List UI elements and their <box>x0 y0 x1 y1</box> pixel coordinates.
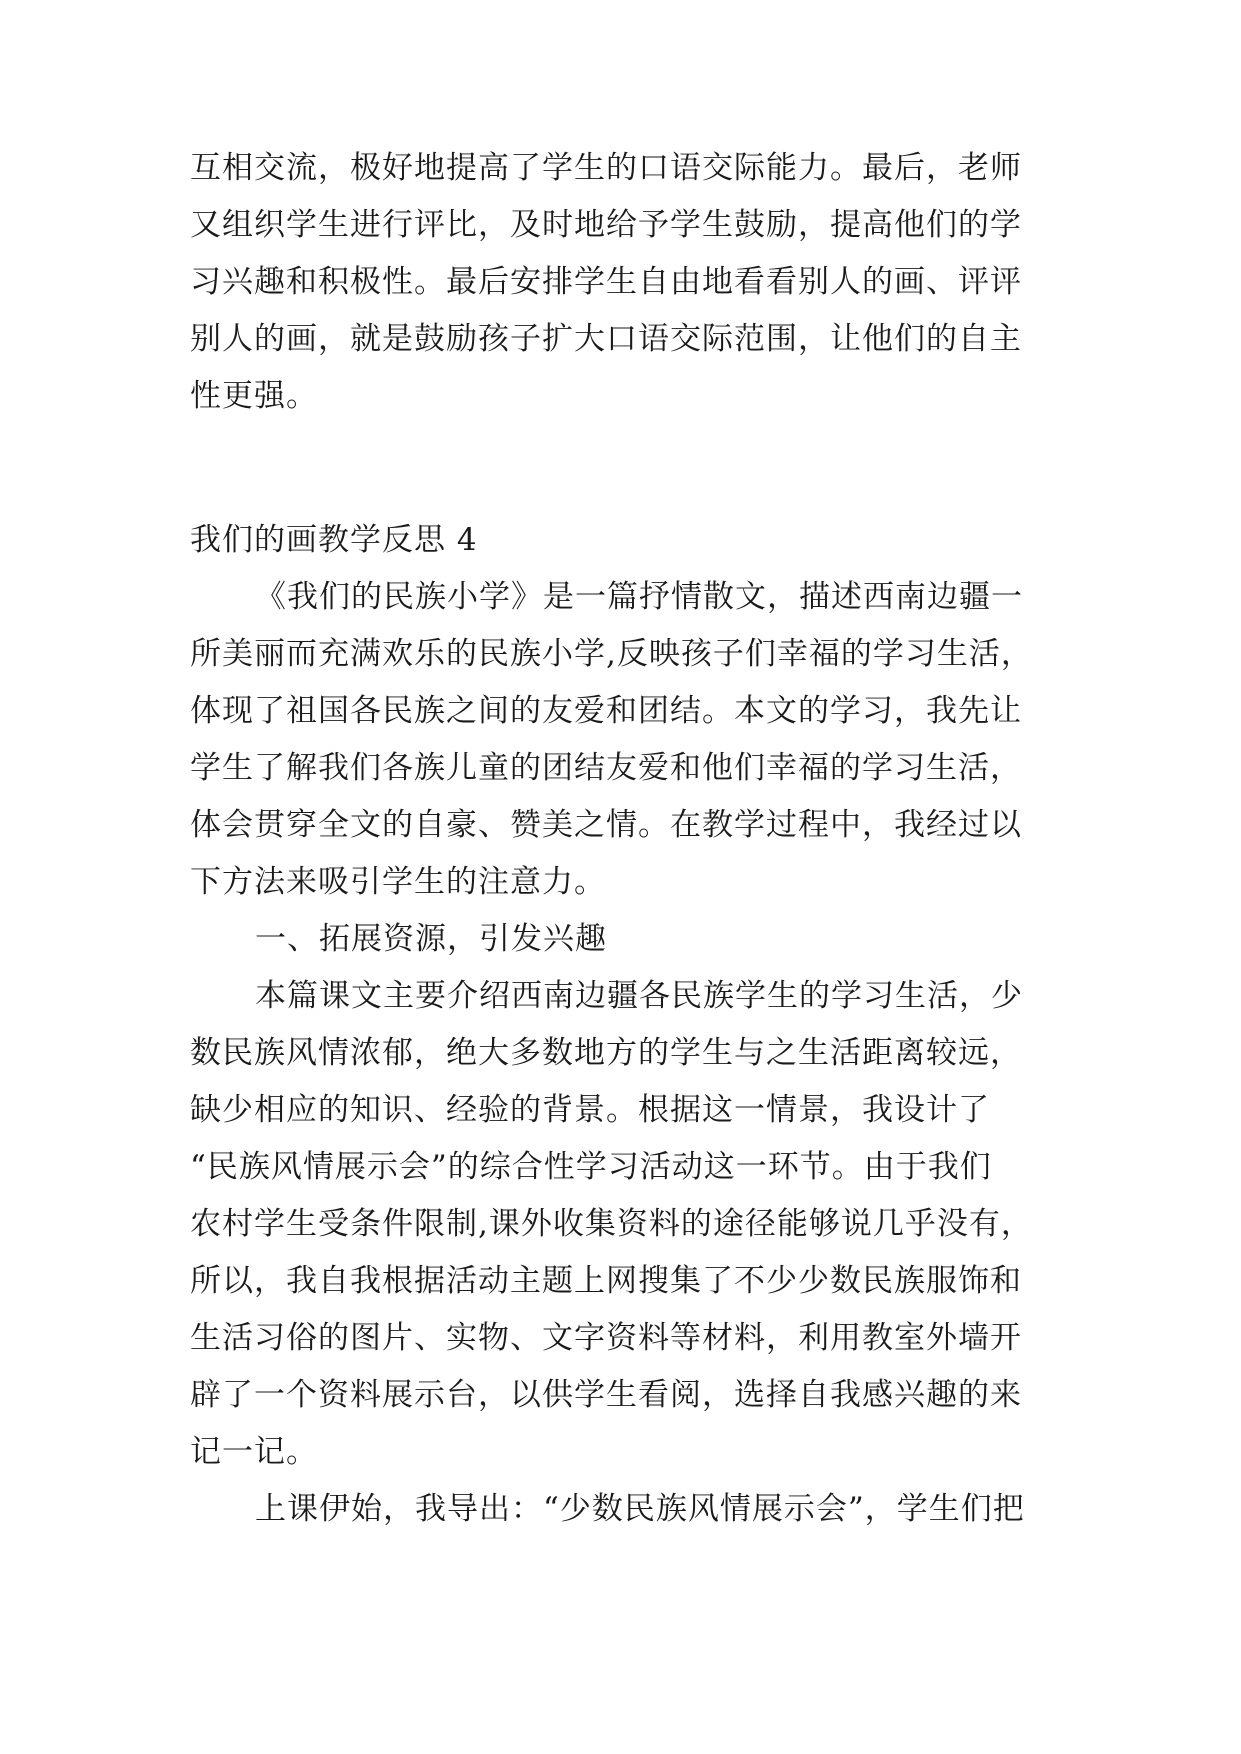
paragraph-line: 缺少相应的知识、经验的背景。根据这一情景，我设计了 <box>190 1092 990 1128</box>
section-heading: 我们的画教学反思 4 <box>190 522 478 558</box>
paragraph-line: 别人的画，就是鼓励孩子扩大口语交际范围，让他们的自主 <box>190 321 1022 357</box>
paragraph-line: 农村学生受条件限制,课外收集资料的途径能够说几乎没有， <box>190 1206 1033 1242</box>
paragraph-line: 习兴趣和积极性。最后安排学生自由地看看别人的画、评评 <box>190 264 1022 300</box>
paragraph-line: 所美丽而充满欢乐的民族小学,反映孩子们幸福的学习生活， <box>190 636 1033 672</box>
paragraph-line: 辟了一个资料展示台，以供学生看阅，选择自我感兴趣的来 <box>190 1377 1022 1413</box>
paragraph-line: 体会贯穿全文的自豪、赞美之情。在教学过程中，我经过以 <box>190 807 1022 843</box>
paragraph-line: 互相交流，极好地提高了学生的口语交际能力。最后，老师 <box>190 150 1022 186</box>
paragraph-line: 数民族风情浓郁，绝大多数地方的学生与之生活距离较远， <box>190 1035 1022 1071</box>
paragraph-line: 《我们的民族小学》是一篇抒情散文，描述西南边疆一 <box>255 579 1023 615</box>
paragraph-line: 记一记。 <box>190 1434 318 1470</box>
subheading-line: 一、拓展资源，引发兴趣 <box>255 921 607 957</box>
paragraph-line: 所以，我自我根据活动主题上网搜集了不少少数民族服饰和 <box>190 1263 1022 1299</box>
paragraph-line: 性更强。 <box>190 378 318 414</box>
paragraph-line: 下方法来吸引学生的注意力。 <box>190 864 606 900</box>
paragraph-line: 又组织学生进行评比，及时地给予学生鼓励，提高他们的学 <box>190 207 1022 243</box>
paragraph-line: 体现了祖国各民族之间的友爱和团结。本文的学习，我先让 <box>190 693 1022 729</box>
paragraph-line: “民族风情展示会”的综合性学习活动这一环节。由于我们 <box>190 1149 992 1185</box>
paragraph-line: 生活习俗的图片、实物、文字资料等材料，利用教室外墙开 <box>190 1320 1022 1356</box>
paragraph-line: 学生了解我们各族儿童的团结友爱和他们幸福的学习生活， <box>190 750 1022 786</box>
paragraph-line: 本篇课文主要介绍西南边疆各民族学生的学习生活，少 <box>255 978 1023 1014</box>
paragraph-line: 上课伊始，我导出：“少数民族风情展示会”，学生们把 <box>255 1491 1025 1527</box>
